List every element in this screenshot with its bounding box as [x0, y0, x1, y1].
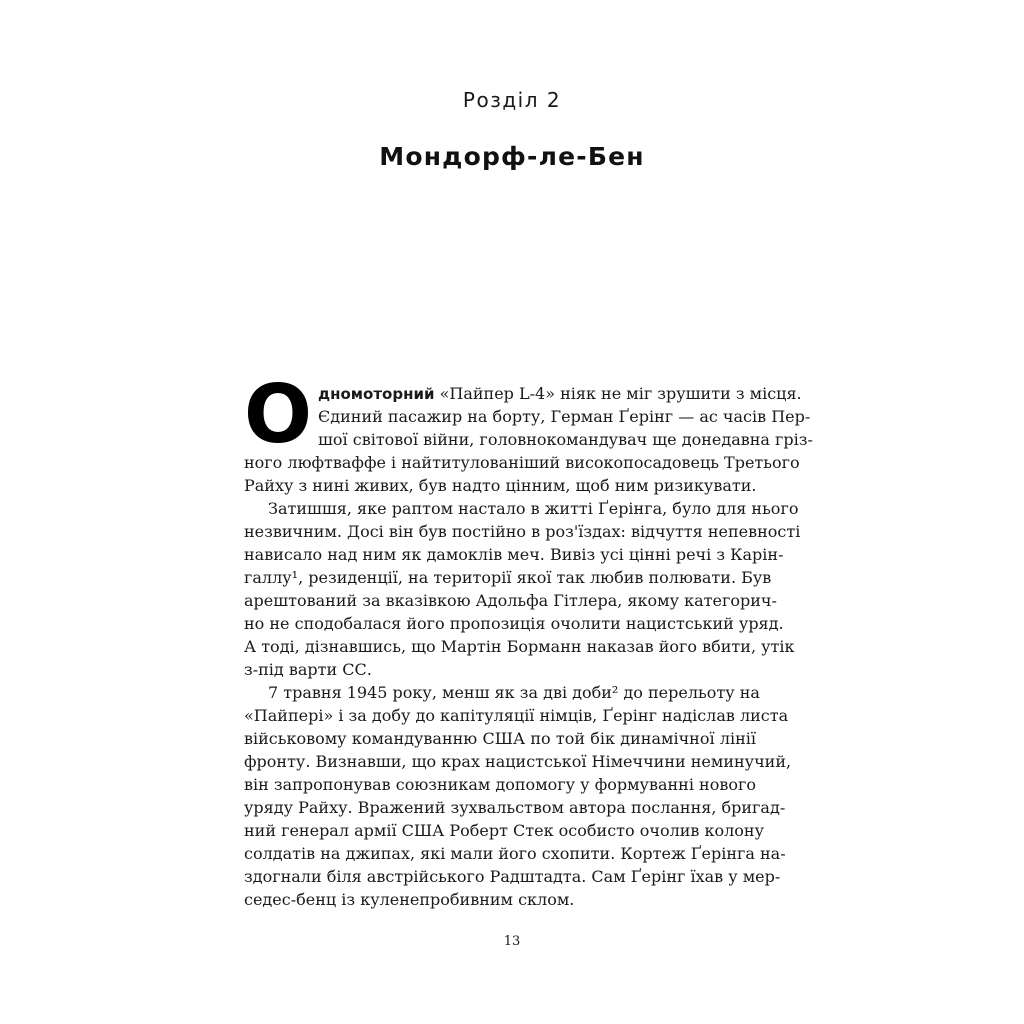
- text-line: шої світової війни, головнокомандувач ще донедавна гріз-: [318, 430, 813, 449]
- text-line: нависало над ним як дамоклів меч. Вивіз усі цінні речі з Карін-: [244, 545, 784, 564]
- text-line: він запропонував союзникам допомогу у формуванні нового: [244, 775, 756, 794]
- text-line: дномоторний «Пайпер L-4» ніяк не міг зрушити з місця.: [318, 384, 802, 403]
- text-line: ного люфтваффе і найтитулованіший високопосадовець Третього: [244, 453, 800, 472]
- text-line: незвичним. Досі він був постійно в роз'їздах: відчуття непевності: [244, 522, 801, 541]
- text-line: «Пайпері» і за добу до капітуляції німців, Ґерінг надіслав листа: [244, 706, 789, 725]
- text-line: Затишшя, яке раптом настало в житті Ґерінга, було для нього: [268, 499, 799, 518]
- text-line: солдатів на джипах, які мали його схопити. Кортеж Ґерінга на-: [244, 844, 786, 863]
- text-line: но не сподобалася його пропозиція очолити нацистський уряд.: [244, 614, 784, 633]
- text-line: з-під варти СС.: [244, 660, 372, 679]
- text-line: ний генерал армії США Роберт Стек особисто очолив колону: [244, 821, 764, 840]
- text-line: А тоді, дізнавшись, що Мартін Борманн наказав його вбити, утік: [244, 637, 795, 656]
- drop-cap: О: [244, 368, 313, 461]
- text-line: здогнали біля австрійського Радштадта. Сам Ґерінг їхав у мер-: [244, 867, 781, 886]
- chapter-label: Розділ 2: [462, 88, 562, 112]
- body-text: [244, 368, 813, 911]
- chapter-title: Мондорф-ле-Бен: [379, 142, 645, 171]
- text-line: Райху з нині живих, був надто цінним, щоб ним ризикувати.: [244, 476, 757, 495]
- text-line: арештований за вказівкою Адольфа Гітлера, якому категорич-: [244, 591, 777, 610]
- lead-word: дномоторний: [318, 385, 435, 403]
- text-line: військовому командуванню США по той бік динамічної лінії: [244, 729, 756, 748]
- text-line: фронту. Визнавши, що крах нацистської Німеччини неминучий,: [244, 752, 792, 771]
- text-line: 7 травня 1945 року, менш як за дві доби² до перельоту на: [268, 683, 760, 702]
- text-line: седес-бенц із куленепробивним склом.: [244, 890, 575, 909]
- text-line: уряду Райху. Вражений зухвальством автора послання, бригад-: [244, 798, 786, 817]
- text-line: галлу¹, резиденції, на території якої так любив полювати. Був: [244, 568, 772, 587]
- text-line: Єдиний пасажир на борту, Герман Ґерінг — ас часів Пер-: [318, 407, 811, 426]
- page-number: 13: [503, 934, 521, 949]
